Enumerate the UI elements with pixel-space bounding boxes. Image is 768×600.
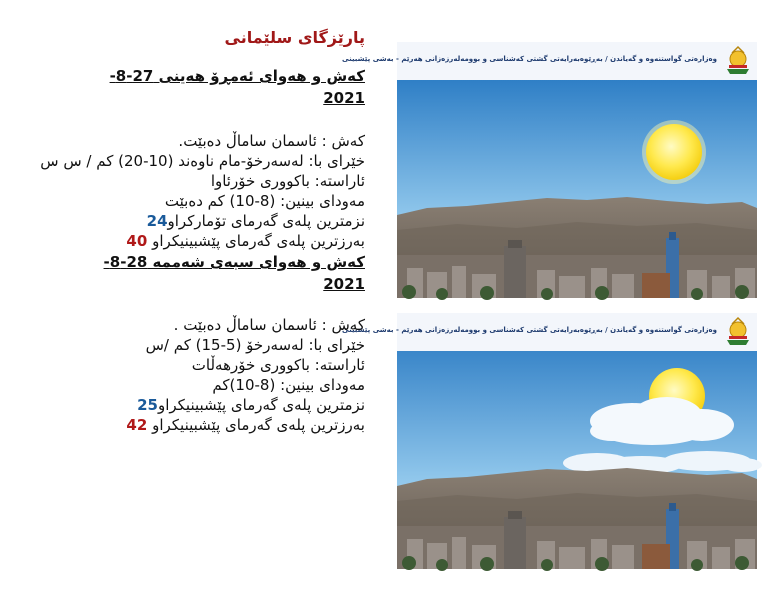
day1-min-value: 24 (146, 212, 168, 230)
ministry-banner (342, 42, 757, 81)
weather-scene-partly-cloudy (397, 351, 757, 569)
weather-scene-clear (397, 80, 757, 298)
day1-min-temp (80, 211, 365, 231)
day2-max-temp (80, 415, 365, 435)
day1-max-temp (80, 231, 365, 251)
ministry-banner (342, 313, 757, 352)
day2-min-value: 25 (137, 396, 158, 414)
day2-wind: خێرای با: لەسەرخۆ (5-15) کم /س (145, 336, 365, 354)
kurdistan-emblem-icon (723, 45, 753, 77)
day1-wind: خێرای با: لەسەرخۆ-مام ناوەند (10-20) کم / س س (40, 152, 365, 170)
day2-visibility: مەودای بینین: (8-10)کم (212, 376, 365, 394)
day1-direction: ئاراستە: باکووری خۆرئاوا (210, 172, 365, 190)
day1-max-label: بەرزترین پلەی گەرمای پێشبینیکراو (152, 232, 365, 250)
building-tower-left (504, 517, 526, 569)
day1-sky: کەش : ئاسمان ساماڵ دەبێت. (178, 132, 365, 150)
sun-icon (646, 124, 702, 180)
building-tower-left (504, 246, 526, 298)
day1-min-label: نزمترین پلەی گەرمای تۆمارکراو (167, 212, 365, 230)
day2-min-label: نزمترین پلەی گەرمای پێشبینیکراو (157, 396, 365, 414)
forecast-image-tomorrow (342, 313, 757, 569)
page-title: پارێزگای سلێمانی (224, 28, 365, 47)
day2-sky: کەش : ئاسمان ساماڵ دەبێت . (173, 316, 365, 334)
day2-max-value: 42 (126, 416, 148, 434)
forecast-text (40, 28, 365, 435)
day1-visibility: مەودای بینین: (8-10) کم دەبێت (164, 192, 365, 210)
forecast-image-today (342, 42, 757, 298)
banner-text: وەزارەتی گواستنەوە و گەیاندن / بەڕێوەبەرایەتی گشتی کەشناسی و بوومەلەرزەزانی هەرێم - بەشی پێشبینی (342, 326, 717, 334)
day2-min-temp (80, 395, 365, 415)
day2-max-label: بەرزترین پلەی گەرمای پێشبینیکراو (152, 416, 365, 434)
kurdistan-emblem-icon (723, 316, 753, 348)
day2-heading: کەش و هەوای سبەی شەممە 28-8-2021 (103, 253, 365, 293)
banner-text: وەزارەتی گواستنەوە و گەیاندن / بەڕێوەبەرایەتی گشتی کەشناسی و بوومەلەرزەزانی هەرێم - بەشی پێشبینی (342, 55, 717, 63)
day1-max-value: 40 (126, 232, 148, 250)
day1-heading: کەش و هەوای ئەمڕۆ هەینی 27-8-2021 (109, 67, 365, 107)
day2-direction: ئاراستە: باکووری خۆرهەڵات (191, 356, 365, 374)
